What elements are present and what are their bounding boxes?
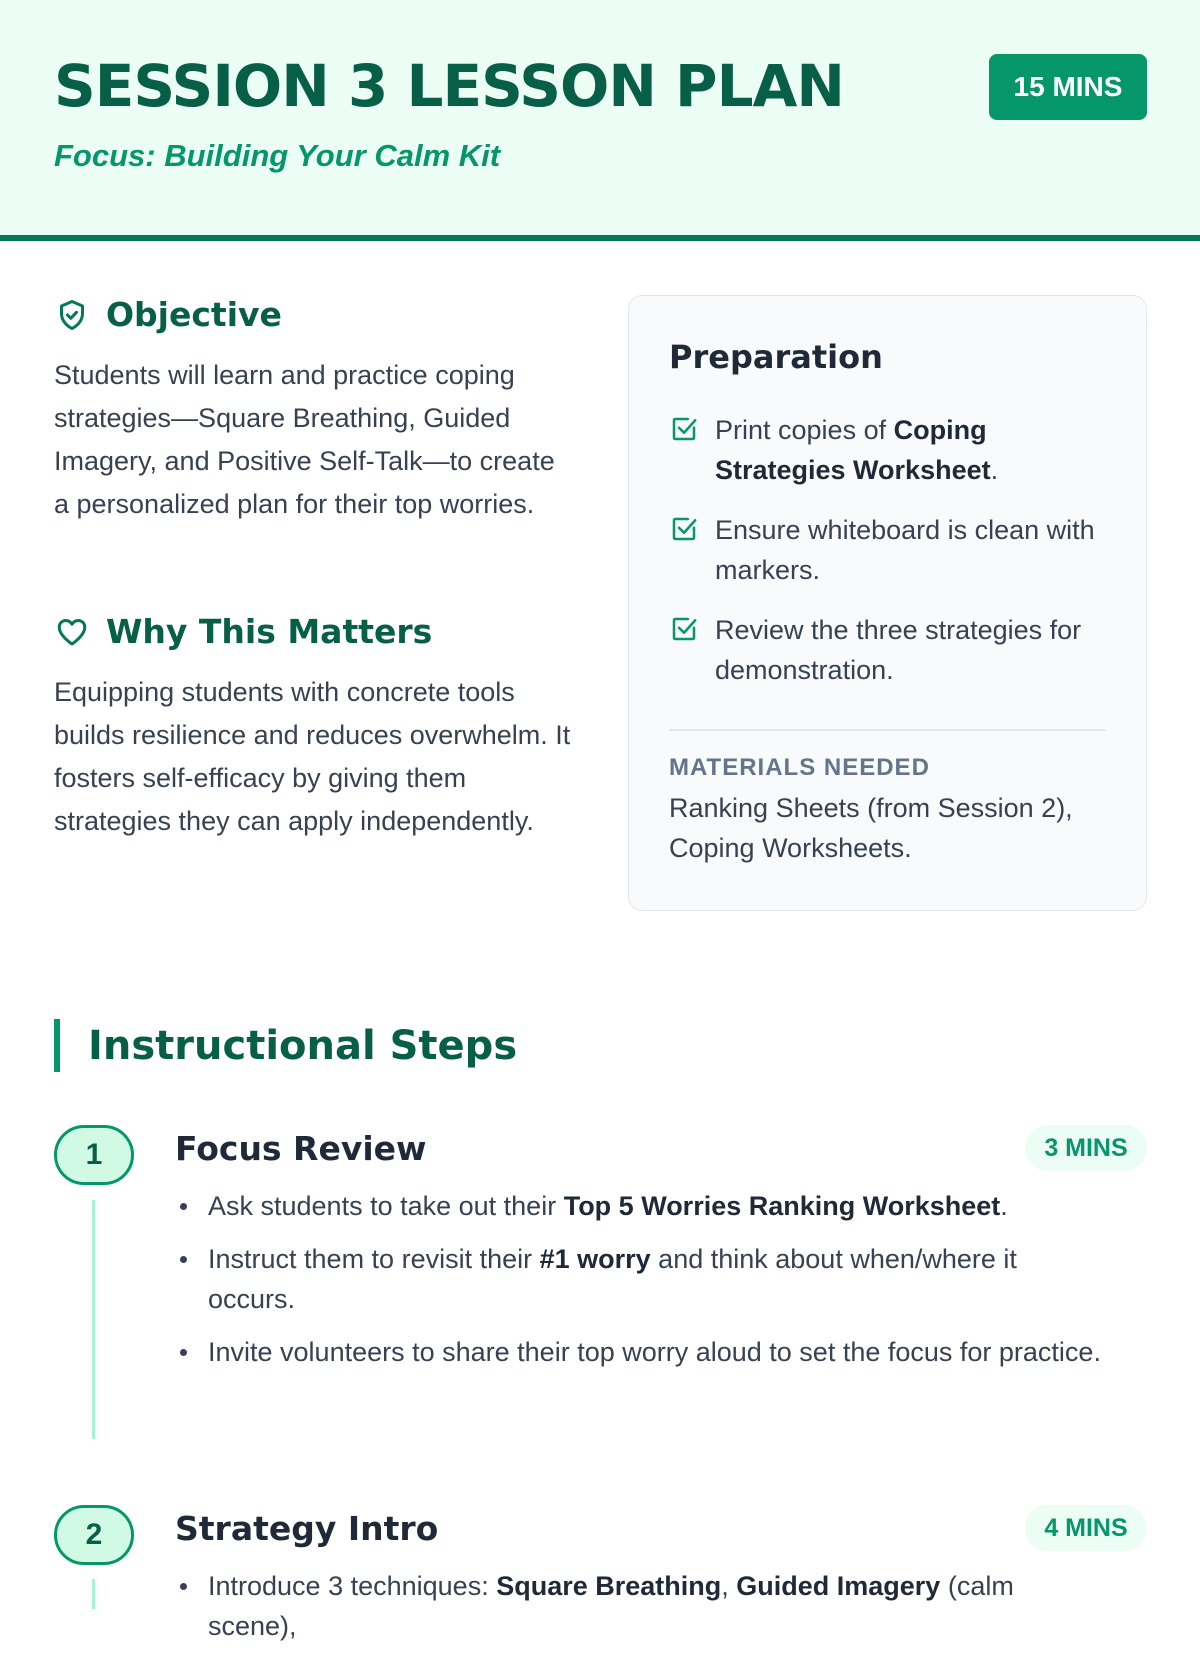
list-item: Ask students to take out their Top 5 Worries Ranking Worksheet. (208, 1186, 1108, 1226)
step-connector-line (92, 1200, 95, 1439)
checkbox-checked-icon (669, 414, 699, 444)
page-header (0, 0, 1200, 241)
list-item: Invite volunteers to share their top worry aloud to set the focus for practice. (208, 1332, 1108, 1372)
total-duration-badge: 15 MINS (989, 54, 1147, 120)
page-subtitle: Focus: Building Your Calm Kit (54, 138, 501, 173)
divider (669, 729, 1106, 731)
section-title: Instructional Steps (88, 1022, 518, 1069)
step-connector-line (92, 1579, 95, 1609)
checkbox-checked-icon (669, 614, 699, 644)
prep-item (669, 510, 1109, 590)
prep-item-text: Ensure whiteboard is clean with markers. (715, 515, 1095, 585)
checkbox-checked-icon (669, 514, 699, 544)
why-text: Equipping students with concrete tools builds resilience and reduces overwhelm. It fosters self-efficacy by giving them strategies they can apply independently. (54, 677, 571, 836)
why-heading (54, 612, 432, 651)
list-item: Introduce 3 techniques: Square Breathing, Guided Imagery (calm scene), (208, 1566, 1108, 1646)
why-title: Why This Matters (106, 612, 433, 651)
step-title: Focus Review (175, 1129, 427, 1168)
objective-title: Objective (106, 295, 282, 334)
heart-icon (54, 614, 90, 650)
preparation-card (628, 295, 1147, 911)
prep-item (669, 610, 1109, 690)
step-bullet-list (208, 1566, 1108, 1659)
step-duration-badge: 3 MINS (1025, 1125, 1147, 1171)
shield-check-icon (54, 297, 90, 333)
step-duration-badge: 4 MINS (1025, 1505, 1147, 1551)
prep-item-text: Print copies of Coping Strategies Worksheet. (715, 415, 999, 485)
prep-item-text: Review the three strategies for demonstration. (715, 615, 1082, 685)
step-number-badge: 2 (54, 1505, 134, 1565)
step-title: Strategy Intro (175, 1509, 439, 1548)
prep-item (669, 410, 1109, 490)
instructional-steps-heading (54, 1019, 517, 1072)
step-number-badge: 1 (54, 1125, 134, 1185)
step-bullet-list (208, 1186, 1108, 1385)
objective-text: Students will learn and practice coping strategies—Square Breathing, Guided Imagery, and Positive Self-Talk—to create a personalized plan for their top worries. (54, 360, 555, 519)
page-title: SESSION 3 LESSON PLAN (54, 52, 844, 120)
objective-heading (54, 295, 282, 334)
preparation-title: Preparation (669, 338, 883, 376)
materials-text: Ranking Sheets (from Session 2), Coping Worksheets. (669, 793, 1073, 863)
list-item: Instruct them to revisit their #1 worry and think about when/where it occurs. (208, 1239, 1108, 1319)
materials-label: MATERIALS NEEDED (669, 754, 930, 781)
